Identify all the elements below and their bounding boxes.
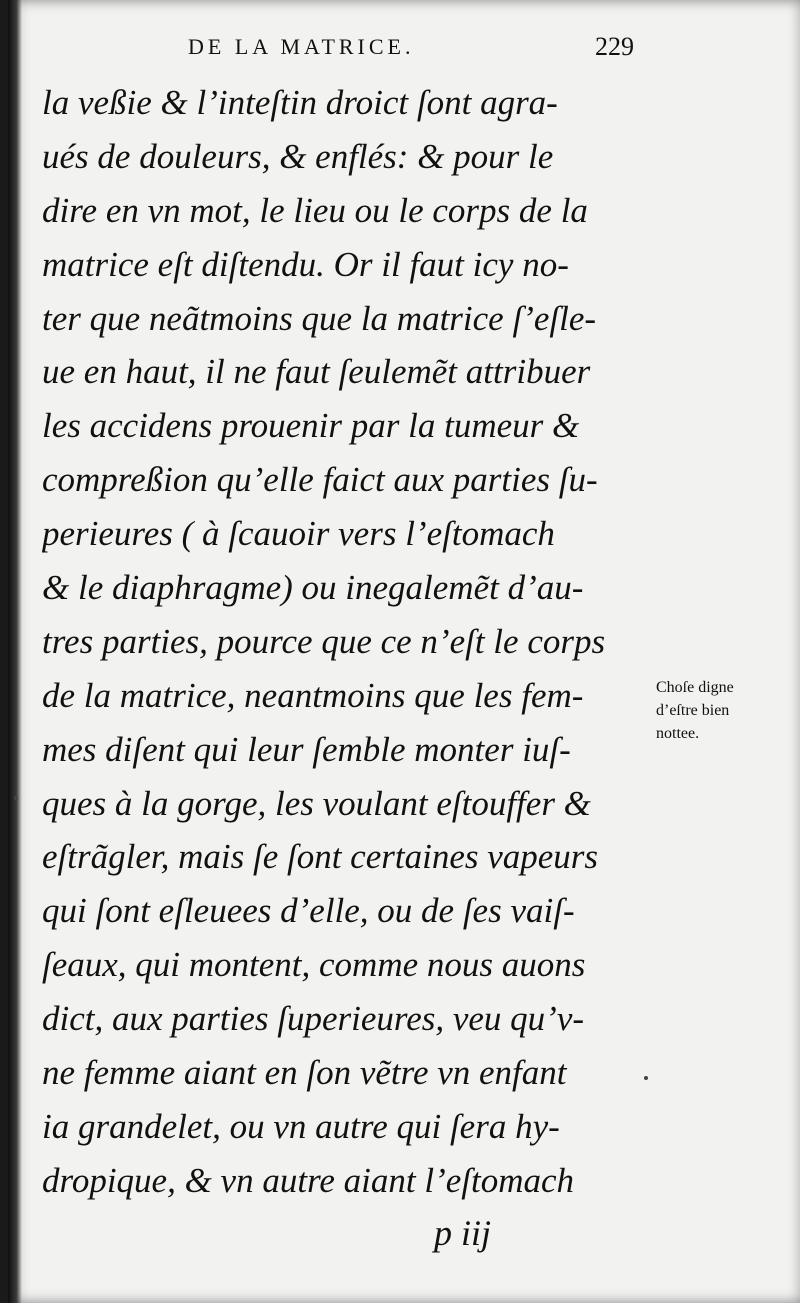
text-line: les accidens prouenir par la tumeur & (42, 406, 580, 446)
text-line: dire en vn mot, le lieu ou le corps de la (42, 190, 588, 230)
text-line: matrice eſt diſtendu. Or il faut icy no- (42, 244, 569, 284)
text-line: dict, aux parties ſuperieures, veu qu’v- (42, 999, 585, 1039)
ink-speck (644, 1076, 648, 1080)
text-line: ſeaux, qui montent, comme nous auons (42, 945, 586, 985)
text-line: dropique, & vn autre aiant l’eſtomach (42, 1160, 575, 1200)
margin-note (656, 676, 800, 745)
margin-note-line: Choſe digne (656, 679, 734, 696)
text-line: ques à la gorge, les voulant eſtouffer & (42, 783, 591, 823)
page-number: 229 (595, 32, 634, 61)
text-line: ia grandelet, ou vn autre qui ſera hy- (42, 1106, 560, 1146)
margin-note-line: nottee. (656, 725, 700, 742)
running-head-title: DE LA MATRICE. (188, 34, 415, 59)
text-line: & le diaphragme) ou inegalemẽt d’au- (42, 568, 584, 608)
text-line: compreßion qu’elle faict aux parties ſu- (42, 460, 598, 500)
text-line: ter que neãtmoins que la matrice ſ’eſle- (42, 298, 597, 338)
text-line: ue en haut, il ne faut ſeulemẽt attribuer (42, 352, 591, 392)
text-line: ne femme aiant en ſon vẽtre vn enfant (42, 1053, 567, 1093)
text-line: la veßie & l’inteſtin droict ſont agra- (42, 83, 558, 122)
text-line: ués de douleurs, & enflés: & pour le (42, 136, 554, 176)
text-line: eſtrãgler, mais ſe ſont certaines vapeurs (42, 837, 599, 877)
page-binding-shadow (8, 0, 22, 1303)
margin-note-line: d’eſtre bien (656, 702, 730, 719)
running-head (188, 34, 638, 70)
text-line: mes diſent qui leur ſemble monter iuſ- (42, 729, 571, 769)
text-line: qui ſont eſleuees d’elle, ou de ſes vaiſ- (42, 891, 575, 931)
signature-mark: p iij (434, 1213, 492, 1253)
text-line: perieures ( à ſcauoir vers l’eſtomach (42, 514, 555, 554)
body-text (42, 76, 650, 1208)
text-line: tres parties, pource que ce n’eſt le corps (42, 621, 606, 661)
book-page (8, 0, 800, 1303)
ink-speck (14, 796, 18, 800)
text-line: de la matrice, neantmoins que les fem- (42, 675, 584, 715)
